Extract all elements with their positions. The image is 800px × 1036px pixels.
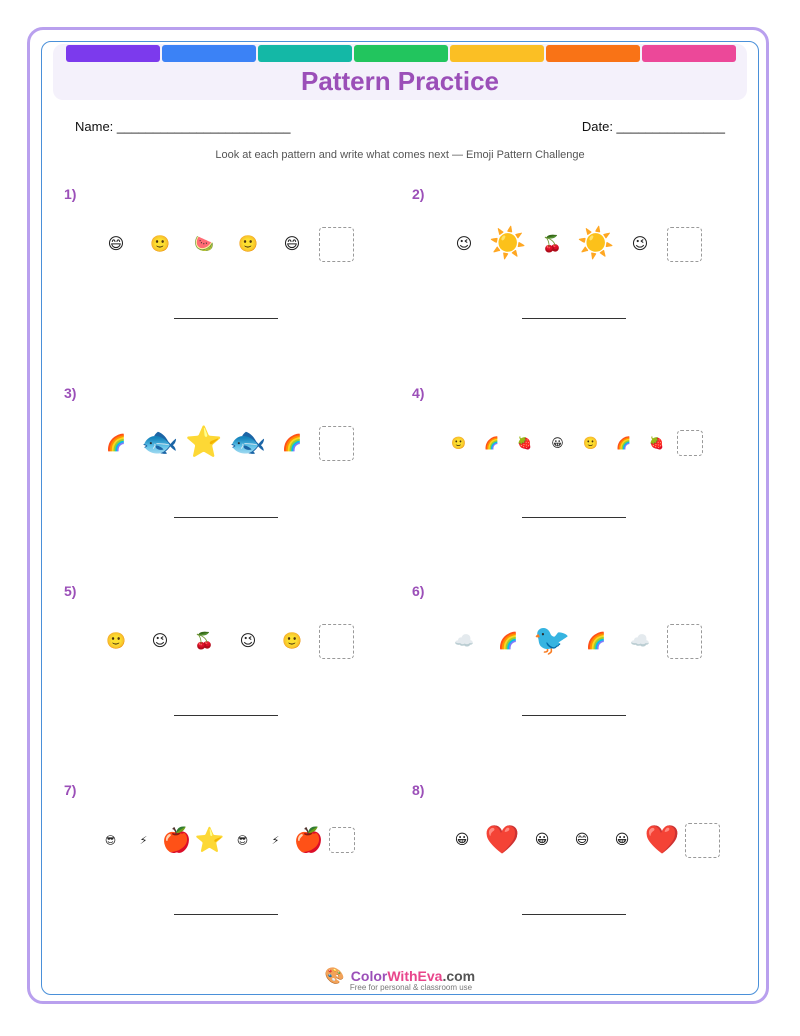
pattern-sequence xyxy=(94,423,374,463)
answer-slot xyxy=(325,827,358,853)
rainbow-color-bar xyxy=(66,45,736,62)
pattern-emoji: ⭐ xyxy=(185,425,223,460)
pattern-emoji: 🙂 xyxy=(106,631,126,650)
answer-slot xyxy=(662,624,706,659)
pattern-emoji: ⚡ xyxy=(139,833,148,847)
pattern-emoji: 😄 xyxy=(107,234,125,253)
pattern-emoji: 🐟 xyxy=(141,425,179,460)
pattern-emoji: 🙂 xyxy=(583,436,598,450)
answer-slot xyxy=(662,227,706,262)
problem-number: 2) xyxy=(412,186,425,202)
pattern-emoji: 😀 xyxy=(551,436,564,450)
answer-box[interactable] xyxy=(319,227,354,262)
name-field: Name: ________________________ xyxy=(75,119,291,134)
problem-number: 8) xyxy=(412,782,425,798)
pattern-emoji: ❤️ xyxy=(644,823,680,856)
problem-number: 1) xyxy=(64,186,77,202)
pattern-emoji: 😎 xyxy=(104,833,117,847)
color-bar-segment xyxy=(258,45,352,62)
brand-name: ColorWithEva.com xyxy=(350,967,476,984)
pattern-sequence xyxy=(442,820,722,860)
pattern-problem xyxy=(64,385,384,565)
pattern-emoji: 😉 xyxy=(239,631,257,650)
pattern-emoji: 😀 xyxy=(534,832,550,848)
answer-box[interactable] xyxy=(685,823,720,858)
answer-slot xyxy=(673,430,706,456)
pattern-emoji: 😉 xyxy=(631,234,649,253)
pattern-emoji: 🌈 xyxy=(282,433,302,452)
pattern-problem xyxy=(64,782,384,962)
pattern-problem xyxy=(64,186,384,366)
color-bar-segment xyxy=(642,45,736,62)
pattern-sequence xyxy=(442,224,722,264)
pattern-emoji: ☀️ xyxy=(577,226,615,261)
color-bar-segment xyxy=(450,45,544,62)
answer-box[interactable] xyxy=(329,827,355,853)
pattern-emoji: 🐦 xyxy=(533,623,571,658)
footer xyxy=(0,966,800,992)
answer-box[interactable] xyxy=(677,430,703,456)
pattern-emoji: 🌈 xyxy=(498,631,518,650)
pattern-emoji: 🍉 xyxy=(194,234,214,253)
pattern-emoji: ⭐ xyxy=(194,826,225,854)
pattern-problem xyxy=(412,186,732,366)
pattern-problem xyxy=(412,583,732,763)
answer-line[interactable] xyxy=(174,914,278,915)
pattern-emoji: 🍓 xyxy=(649,436,664,450)
pattern-emoji: 😀 xyxy=(454,832,470,848)
answer-box[interactable] xyxy=(667,227,702,262)
pattern-emoji: 🌈 xyxy=(616,436,631,450)
answer-line[interactable] xyxy=(522,715,626,716)
pattern-emoji: ☁️ xyxy=(630,631,650,650)
color-bar-segment xyxy=(354,45,448,62)
answer-line[interactable] xyxy=(174,715,278,716)
footer-tagline: Free for personal & classroom use xyxy=(349,983,473,992)
pattern-emoji: 😉 xyxy=(151,631,169,650)
pattern-emoji: 🍎 xyxy=(293,826,324,854)
pattern-emoji: 🙂 xyxy=(451,436,466,450)
answer-slot xyxy=(314,227,358,262)
answer-line[interactable] xyxy=(522,318,626,319)
pattern-emoji: 😄 xyxy=(574,832,590,848)
pattern-emoji: 🌈 xyxy=(106,433,126,452)
pattern-sequence xyxy=(94,224,374,264)
pattern-emoji: ☁️ xyxy=(454,631,474,650)
pattern-emoji: 🍒 xyxy=(542,234,562,253)
answer-box[interactable] xyxy=(319,426,354,461)
pattern-problem xyxy=(412,385,732,565)
pattern-emoji: 🌈 xyxy=(586,631,606,650)
answer-line[interactable] xyxy=(522,914,626,915)
pattern-emoji: 🙂 xyxy=(150,234,170,253)
pattern-emoji: 🐟 xyxy=(229,425,267,460)
page-title: Pattern Practice xyxy=(301,66,499,96)
pattern-emoji: 😉 xyxy=(455,234,473,253)
palette-icon: 🎨 xyxy=(324,966,345,985)
answer-line[interactable] xyxy=(174,318,278,319)
pattern-emoji: 🍒 xyxy=(194,631,214,650)
problem-number: 7) xyxy=(64,782,77,798)
pattern-problem xyxy=(412,782,732,962)
problem-number: 4) xyxy=(412,385,425,401)
instructions: Look at each pattern and write what comes next — Emoji Pattern Challenge xyxy=(215,149,585,161)
pattern-emoji: ⚡ xyxy=(271,833,280,847)
answer-box[interactable] xyxy=(667,624,702,659)
problem-number: 6) xyxy=(412,583,425,599)
pattern-emoji: 😄 xyxy=(283,234,301,253)
answer-line[interactable] xyxy=(522,517,626,518)
pattern-emoji: 🙂 xyxy=(238,234,258,253)
problem-number: 3) xyxy=(64,385,77,401)
pattern-emoji: ❤️ xyxy=(484,823,520,856)
problem-number: 5) xyxy=(64,583,77,599)
answer-slot xyxy=(314,426,358,461)
answer-slot xyxy=(314,624,358,659)
pattern-sequence xyxy=(94,621,374,661)
answer-slot xyxy=(682,823,722,858)
pattern-sequence xyxy=(442,423,722,463)
pattern-problem xyxy=(64,583,384,763)
color-bar-segment xyxy=(162,45,256,62)
pattern-emoji: 😀 xyxy=(614,832,630,848)
pattern-emoji: 🍓 xyxy=(517,436,532,450)
date-field: Date: _______________ xyxy=(581,119,725,134)
pattern-emoji: ☀️ xyxy=(489,226,527,261)
answer-line[interactable] xyxy=(174,517,278,518)
answer-box[interactable] xyxy=(319,624,354,659)
pattern-emoji: 🌈 xyxy=(484,436,499,450)
color-bar-segment xyxy=(66,45,160,62)
pattern-sequence xyxy=(94,820,374,860)
pattern-emoji: 🙂 xyxy=(282,631,302,650)
pattern-emoji: 😎 xyxy=(236,833,249,847)
pattern-sequence xyxy=(442,621,722,661)
color-bar-segment xyxy=(546,45,640,62)
pattern-emoji: 🍎 xyxy=(161,826,192,854)
